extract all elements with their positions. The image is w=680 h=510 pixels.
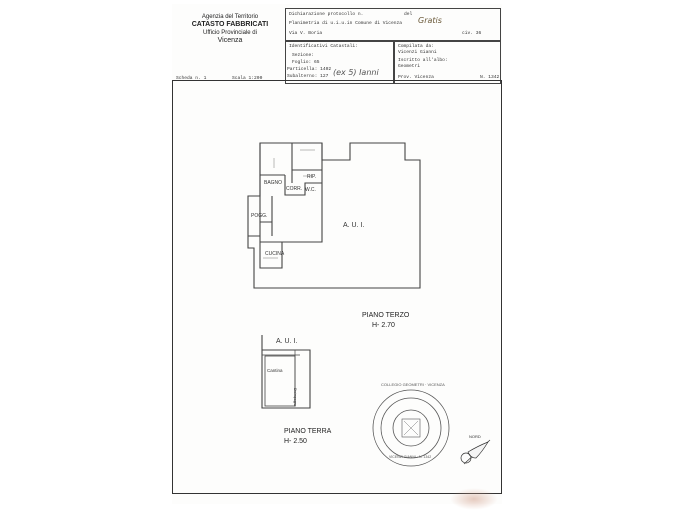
room-cantina: Cantina xyxy=(267,368,283,373)
cantina-room xyxy=(265,356,295,406)
address-line: Via V. Boria xyxy=(289,31,323,36)
cadastre-title: CATASTO FABBRICATI xyxy=(191,21,269,29)
foglio-field: Foglio: 65 xyxy=(292,60,320,65)
area-aui-lower: A. U. I. xyxy=(276,338,298,345)
room-corr: CORR. xyxy=(286,186,303,192)
room-rip: RIP. xyxy=(307,174,317,180)
particella-field: Particella: 1402 xyxy=(287,67,332,72)
area-aui-upper: A. U. I. xyxy=(343,222,365,229)
office-line: Ufficio Provinciale di xyxy=(203,29,257,36)
height-terra: H- 2.50 xyxy=(284,438,307,445)
height-terzo: H- 2.70 xyxy=(372,322,395,329)
north-arrow-circle xyxy=(461,453,471,463)
office-city: Vicenza xyxy=(217,36,243,44)
protocol-del: del xyxy=(404,12,413,17)
room-wc: W.C. xyxy=(305,187,316,193)
registry-number: N. 1342 xyxy=(480,75,500,80)
paper-smudge xyxy=(450,488,498,510)
protocol-label: Dichiarazione protocollo n. xyxy=(289,12,364,17)
province: Prov. Vicenza xyxy=(398,75,434,80)
scheda-number: Scheda n. 1 xyxy=(176,76,207,81)
north-arrow-head xyxy=(468,442,488,458)
subalterno-field: Subalterno: 127 xyxy=(287,74,329,79)
registry-label: Iscritto all'albo: xyxy=(398,58,448,63)
stamp-outer-text: COLLEGIO GEOMETRI · VICENZA xyxy=(381,382,445,387)
civic-number: civ. 36 xyxy=(462,31,482,36)
floor-label-terra: PIANO TERRA xyxy=(284,428,332,435)
apartment-walls xyxy=(248,143,322,268)
floor-label-terzo: PIANO TERZO xyxy=(362,312,410,319)
agency-name: Agenzia del Territorio xyxy=(201,14,259,20)
handwritten-comune: Gratis xyxy=(418,16,442,25)
registry-profession: Geometri xyxy=(398,64,421,69)
planimetry-line: Planimetria di u.i.u.in Comune di Vicenza xyxy=(289,21,403,26)
stamp-inner-text: VICENZI GIANNI · N. 1342 xyxy=(389,455,432,459)
identifiers-title: Identificativi Catastali: xyxy=(289,44,358,49)
sezione-field: Sezione: xyxy=(292,53,315,58)
scale: Scala 1:200 xyxy=(232,76,263,81)
room-cucina: CUCINA xyxy=(265,251,285,257)
north-label: NORD xyxy=(469,434,481,439)
room-bagno: BAGNO xyxy=(264,180,283,186)
compiler-name: Vicenzi Gianni xyxy=(398,50,437,55)
compiler-title: Compilata da: xyxy=(398,44,434,49)
room-disimpegno: Disimpegno xyxy=(293,388,297,407)
room-pogg: POGG. xyxy=(251,213,268,219)
handwritten-sub: (ex 5) Ianni xyxy=(333,68,379,77)
